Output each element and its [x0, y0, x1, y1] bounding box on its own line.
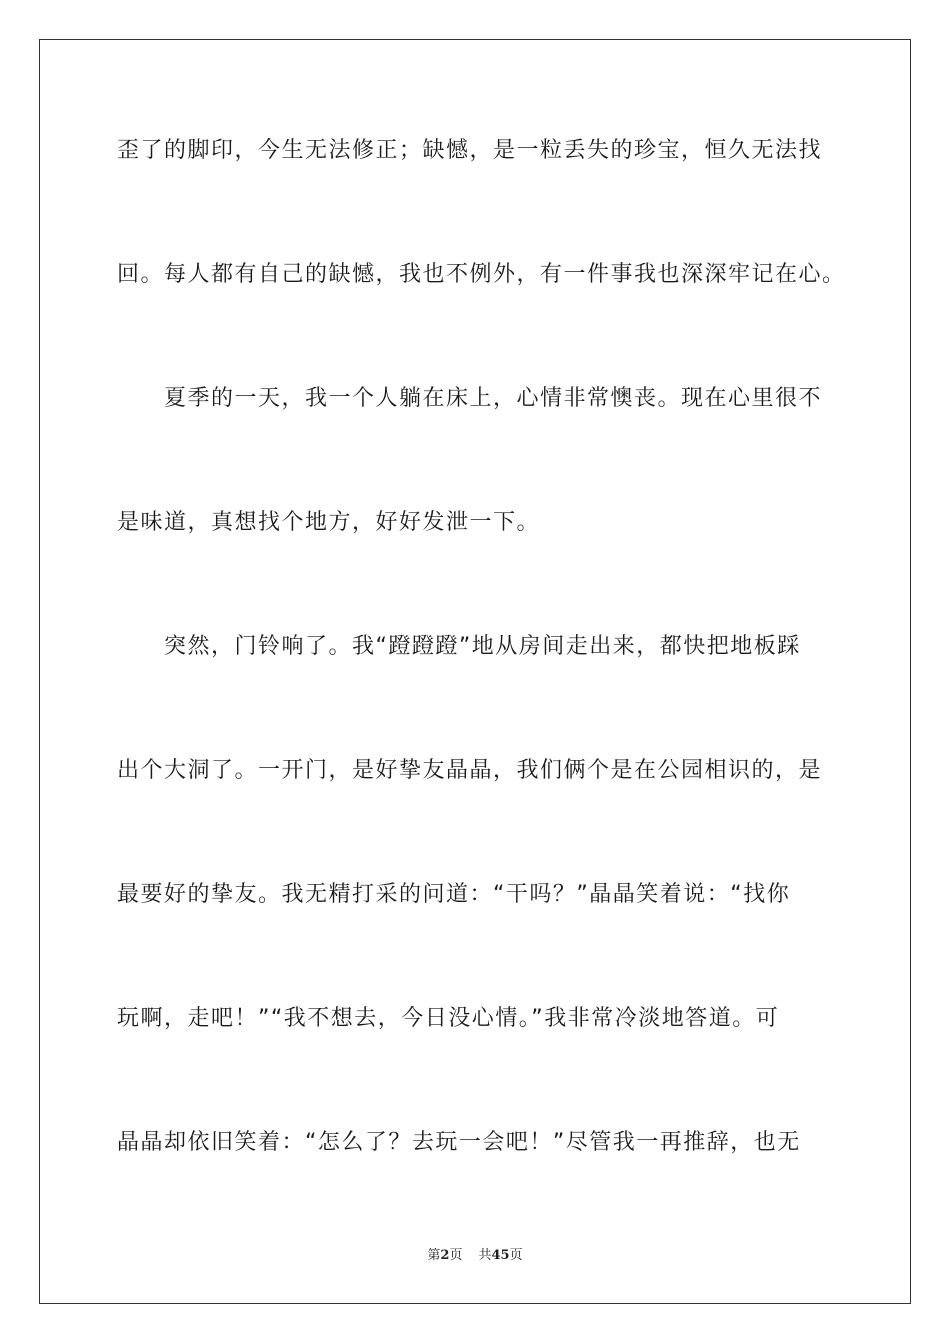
total-prefix: 共 [478, 1248, 492, 1263]
text-line-4: 是味道，真想找个地方，好好发泄一下。 [117, 510, 541, 535]
text-line-3: 夏季的一天，我一个人躺在床上，心情非常懊丧。现在心里很不 [164, 386, 823, 411]
page-footer [0, 1247, 950, 1265]
text-line-6: 出个大洞了。一开门，是好挚友晶晶，我们俩个是在公园相识的，是 [117, 758, 823, 783]
total-page-number: 45 [491, 1248, 510, 1263]
page-border [39, 39, 911, 1304]
text-line-7: 最要好的挚友。我无精打采的问道：“干吗？”晶晶笑着说：“找你 [117, 882, 791, 907]
text-line-9: 晶晶却依旧笑着：“怎么了？去玩一会吧！”尽管我一再推辞，也无 [117, 1130, 801, 1155]
text-line-8: 玩啊，走吧！”“我不想去，今日没心情。”我非常冷淡地答道。可 [117, 1006, 780, 1031]
text-line-1: 歪了的脚印，今生无法修正；缺憾，是一粒丢失的珍宝，恒久无法找 [117, 138, 823, 163]
page-unit: 页 [449, 1248, 463, 1263]
text-line-5: 突然，门铃响了。我“蹬蹬蹬”地从房间走出来，都快把地板踩 [164, 634, 801, 659]
total-unit: 页 [509, 1248, 523, 1263]
text-line-2: 回。每人都有自己的缺憾，我也不例外，有一件事我也深深牢记在心。 [117, 262, 846, 287]
page-prefix: 第 [427, 1248, 441, 1263]
current-page-number: 2 [440, 1248, 450, 1263]
